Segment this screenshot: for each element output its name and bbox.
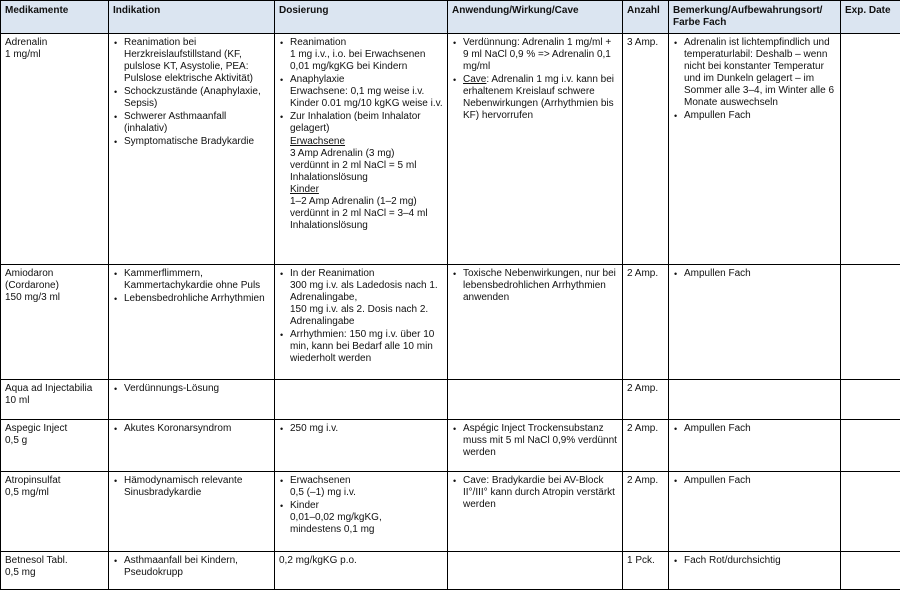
dosierung-line: 3 Amp Adrenalin (3 mg) [290,148,395,159]
indikation-line: • Akutes Koronarsyndrom [124,423,232,434]
indikation-line: • Verdünnungs-Lösung [124,383,220,394]
dosierung-subheading: Kinder [290,184,319,195]
cell-dosierung [275,34,448,265]
medikament-line: 0,5 mg [5,567,36,578]
anwendung-text: Verdünnung: Adrenalin 1 mg/ml + 9 ml NaCl 0,9 % => Adrenalin 0,1 mg/ml [463,37,612,72]
dosierung-line: Inhalationslösung [290,172,368,183]
anwendung-item [452,475,618,511]
medikament-line: Betnesol Tabl. [5,555,68,566]
cell-anzahl: 2 Amp. [623,420,669,472]
cell-bemerkung [669,34,841,265]
cell-dosierung [275,472,448,552]
anwendung-text: Toxische Nebenwirkungen, nur bei lebensbedrohlichen Arrhythmien anwenden [463,268,616,303]
cell-anwendung [448,380,623,420]
indikation-item [113,136,270,148]
indikation-list [113,268,270,305]
dosierung-line: Inhalationslösung [290,220,368,231]
dosierung-line: 1 mg i.v., i.o. bei Erwachsenen 0,01 mg/kgKG bei Kindern [290,49,426,72]
bemerkung-list [673,555,836,567]
bemerkung-item [673,268,836,280]
dosierung-line: • Reanimation [290,37,347,48]
bemerkung-item [673,423,836,435]
cell-anwendung [448,265,623,380]
indikation-item [113,555,270,579]
dosierung-item [279,268,443,328]
table-row [1,420,900,472]
cell-exp-date [841,472,900,552]
anwendung-item [452,268,618,304]
indikation-line: • Kammerflimmern, Kammertachykardie ohne Puls [124,268,261,291]
header-anzahl: Anzahl [623,1,669,34]
dosierung-item [279,37,443,73]
indikation-line: • Symptomatische Bradykardie [124,136,255,147]
dosierung-list [279,423,443,435]
indikation-line: • Schockzustände (Anaphylaxie, Sepsis) [124,86,261,109]
indikation-list [113,423,270,435]
bemerkung-list [673,37,836,122]
header-row [1,1,900,34]
cell-medikament [1,552,109,590]
anwendung-item [452,423,618,459]
bemerkung-item [673,37,836,109]
dosierung-list [279,268,443,365]
header-medikamente: Medikamente [1,1,109,34]
indikation-item [113,37,270,85]
table-row [1,265,900,380]
dosierung-block [279,184,443,232]
cell-anzahl: 2 Amp. [623,472,669,552]
dosierung-list [279,475,443,536]
cell-dosierung [275,552,448,590]
cell-indikation [109,472,275,552]
cell-medikament [1,34,109,265]
dosierung-item [279,329,443,365]
dosierung-line: 300 mg i.v. als Ladedosis nach 1. Adrenalingabe, [290,280,438,303]
cell-bemerkung [669,265,841,380]
indikation-item [113,268,270,292]
bemerkung-line: • Ampullen Fach [684,110,751,121]
medikament-line: 0,5 mg/ml [5,487,49,498]
dosierung-line: 0,01–0,02 mg/kgKG, [290,512,382,523]
cell-bemerkung [669,552,841,590]
medikament-line: Atropinsulfat [5,475,61,486]
medikament-line: Aspegic Inject [5,423,68,434]
cell-dosierung [275,380,448,420]
indikation-item [113,293,270,305]
table-row [1,472,900,552]
medikament-line: 1 mg/ml [5,49,41,60]
bemerkung-line: • Ampullen Fach [684,268,751,279]
header-indikation: Indikation [109,1,275,34]
dosierung-line: • Zur Inhalation (beim Inhalator gelagert) [290,111,421,134]
cell-indikation [109,265,275,380]
bemerkung-list [673,268,836,280]
cell-anwendung [448,472,623,552]
bemerkung-list [673,475,836,487]
cell-dosierung [275,265,448,380]
indikation-item [113,111,270,135]
bemerkung-item [673,475,836,487]
bemerkung-list [673,423,836,435]
indikation-line: • Hämodynamisch relevante Sinusbradykardie [124,475,243,498]
header-bemerkung: Bemerkung/Aufbewahrungsort/ Farbe Fach [669,1,841,34]
cell-anwendung [448,552,623,590]
medikament-line: 0,5 g [5,435,28,446]
indikation-list [113,475,270,499]
indikation-list [113,555,270,579]
dosierung-line: 1–2 Amp Adrenalin (1–2 mg) [290,196,417,207]
medikament-line: Adrenalin [5,37,48,48]
anwendung-list [452,268,618,304]
table-row [1,34,900,265]
dosierung-line: 150 mg i.v. als 2. Dosis nach 2. Adrenalingabe [290,304,429,327]
cell-exp-date [841,552,900,590]
bemerkung-line: • Ampullen Fach [684,423,751,434]
anwendung-list [452,423,618,459]
cell-indikation [109,34,275,265]
cell-exp-date [841,265,900,380]
dosierung-line: verdünnt in 2 ml NaCl = 5 ml [290,160,417,171]
bemerkung-line: • Adrenalin ist lichtempfindlich und temperaturlabil: Deshalb – wenn nicht bei konstanter Temperatur und im Dunkeln gelagert – im Sommer alle 3–4, im Winter alle 6 Monate auswechseln [684,37,835,108]
cell-anzahl: 2 Amp. [623,265,669,380]
anwendung-list [452,475,618,511]
anwendung-text: Aspégic Inject Trockensubstanz muss mit 5 ml NaCl 0,9% verdünnt werden [463,423,617,458]
medikament-line: (Cordarone) [5,280,59,291]
dosierung-line: • Kinder [290,500,319,511]
indikation-line: • Lebensbedrohliche Arrhythmien [124,293,265,304]
cell-exp-date [841,420,900,472]
dosierung-item [279,111,443,135]
dosierung-subheading: Erwachsene [290,136,346,147]
indikation-item [113,475,270,499]
cell-anzahl: 1 Pck. [623,552,669,590]
medikament-line: 10 ml [5,395,30,406]
dosierung-line: • In der Reanimation [290,268,375,279]
table-row [1,552,900,590]
anwendung-item [452,37,618,73]
indikation-line: • Asthmaanfall bei Kindern, Pseudokrupp [124,555,238,578]
cave-label: Cave [463,74,487,85]
cell-anwendung [448,34,623,265]
dosierung-line: Erwachsene: 0,1 mg weise i.v. Kinder 0.01 mg/10 kgKG weise i.v. [290,86,443,109]
anwendung-text: : Adrenalin 1 mg i.v. kann bei erhaltenem Kreislauf schwere Nebenwirkungen (Arrhythmien bis KF) hervorrufen [463,74,615,121]
dosierung-line: • Anaphylaxie [290,74,345,85]
cell-exp-date [841,380,900,420]
dosierung-line: 0,5 (–1) mg i.v. [290,487,356,498]
indikation-line: • Reanimation bei Herzkreislaufstillstand (KF, pulslose KT, Asystolie, PEA: Pulslose elektrische Aktivität) [124,37,253,84]
indikation-list [113,37,270,148]
cell-anzahl: 2 Amp. [623,380,669,420]
cell-medikament [1,380,109,420]
dosierung-item [279,423,443,435]
bemerkung-line: • Fach Rot/durchsichtig [684,555,781,566]
cell-dosierung [275,420,448,472]
anwendung-text: Cave: Bradykardie bei AV-Block II°/III° kann durch Atropin verstärkt werden [463,475,615,510]
bemerkung-item [673,555,836,567]
header-anwendung: Anwendung/Wirkung/Cave [448,1,623,34]
bemerkung-line: • Ampullen Fach [684,475,751,486]
indikation-item [113,383,270,395]
cell-indikation [109,380,275,420]
bemerkung-item [673,110,836,122]
dosierung-list [279,37,443,135]
cell-anzahl: 3 Amp. [623,34,669,265]
medikament-line: 150 mg/3 ml [5,292,61,303]
indikation-list [113,383,270,395]
cell-bemerkung [669,472,841,552]
dosierung-item [279,74,443,110]
cell-indikation [109,552,275,590]
dosierung-item [279,500,443,536]
dosierung-line: verdünnt in 2 ml NaCl = 3–4 ml [290,208,428,219]
anwendung-item [452,74,618,122]
cell-medikament [1,472,109,552]
indikation-item [113,423,270,435]
dosierung-block [279,136,443,184]
cell-medikament [1,265,109,380]
medikament-line: Aqua ad Injectabilia [5,383,93,394]
cell-anwendung [448,420,623,472]
cell-indikation [109,420,275,472]
anwendung-list [452,37,618,122]
header-dosierung: Dosierung [275,1,448,34]
header-exp-date: Exp. Date [841,1,900,34]
cell-bemerkung [669,420,841,472]
dosierung-line: 0,2 mg/kgKG p.o. [279,555,357,566]
dosierung-line: • 250 mg i.v. [290,423,339,434]
cell-exp-date [841,34,900,265]
dosierung-line: • Erwachsenen [290,475,351,486]
cell-medikament [1,420,109,472]
table-row [1,380,900,420]
dosierung-item [279,475,443,499]
medikament-line: Amiodaron [5,268,54,279]
indikation-line: • Schwerer Asthmaanfall (inhalativ) [124,111,227,134]
cell-bemerkung [669,380,841,420]
indikation-item [113,86,270,110]
dosierung-line: • Arrhythmien: 150 mg i.v. über 10 min, kann bei Bedarf alle 10 min wiederholt werden [290,329,435,364]
dosierung-line: mindestens 0,1 mg [290,524,375,535]
